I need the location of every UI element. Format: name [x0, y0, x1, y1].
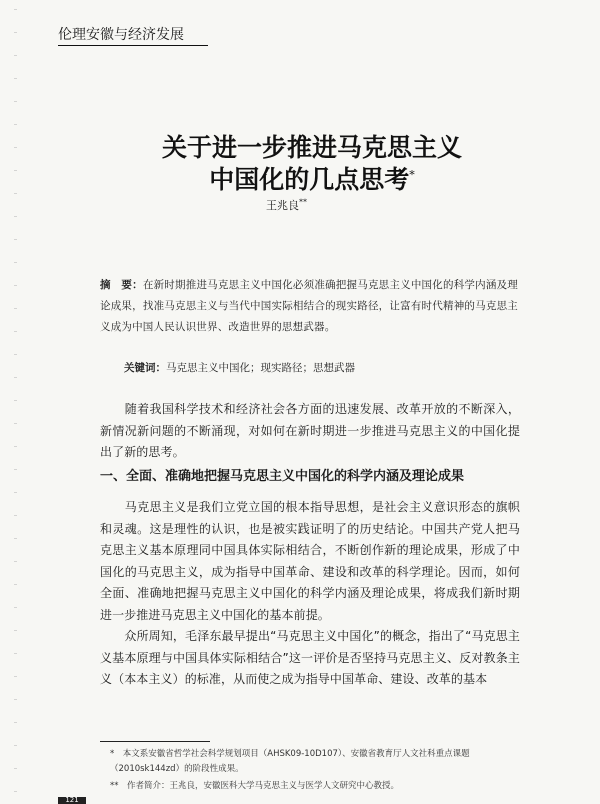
footnote-author-bio: ** 作者简介：王兆良，安徽医科大学马克思主义与医学人文研究中心教授。: [110, 781, 400, 791]
abstract-label: 摘 要：: [100, 279, 143, 291]
article-title-line2: 中国化的几点思考*: [209, 165, 415, 194]
section1-paragraph-2: 众所周知，毛泽东最早提出“马克思主义中国化”的概念，指出了“马克思主义基本原理与中国具体实际相结合”这一评价是否坚持马克思主义、反对教条主义（本本主义）的标准，从而使之成为指导中国革命、建设、改革的基本: [100, 629, 521, 686]
abstract: [100, 275, 518, 338]
scan-edge-speckle: [14, 0, 17, 804]
article-author: 王兆良**: [266, 197, 307, 212]
keywords-text: 马克思主义中国化；现实路径；思想武器: [166, 362, 355, 374]
section1-paragraph-1: 马克思主义是我们立党立国的根本指导思想，是社会主义意识形态的旗帜和灵魂。这是理性的认识，也是被实践证明了的历史结论。中国共产党人把马克思主义基本原理同中国具体实际相结合，不断创作新的理论成果，形成了中国化的马克思主义，成为指导中国革命、建设和改革的科学理论。因而，如何全面、准确地把握马克思主义中国化的科学内涵及理论成果，将成我们新时期进一步推进马克思主义中国化的基本前提。: [100, 500, 521, 622]
keywords-label: 关键词：: [124, 362, 166, 374]
title-footnote-mark: *: [409, 168, 415, 182]
section-heading: 一、全面、准确地把握马克思主义中国化的科学内涵及理论成果: [100, 469, 465, 484]
keywords: [124, 360, 524, 375]
page-number: 121: [58, 797, 86, 804]
footnote-funding: * 本文系安徽省哲学社会科学规划项目（AHSK09-10D107）、安徽省教育厅人文社科重点课题（2010sk144zd）的阶段性成果。: [110, 749, 470, 774]
author-footnote-mark: **: [299, 197, 307, 207]
journal-header: 伦理安徽与经济发展: [58, 24, 208, 46]
abstract-text: 在新时期推进马克思主义中国化必须准确把握马克思主义中国化的科学内涵及理论成果，找准马克思主义与当代中国实际相结合的现实路径，让富有时代精神的马克思主义成为中国人民认识世界、改造世界的思想武器。: [100, 279, 518, 333]
intro-paragraph: 随着我国科学技术和经济社会各方面的迅速发展、改革开放的不断深入，新情况新问题的不断涌现，对如何在新时期进一步推进马克思主义的中国化提出了新的思考。: [100, 402, 521, 459]
footnote-divider: [100, 741, 210, 742]
article-title-line1: 关于进一步推进马克思主义: [161, 133, 462, 162]
